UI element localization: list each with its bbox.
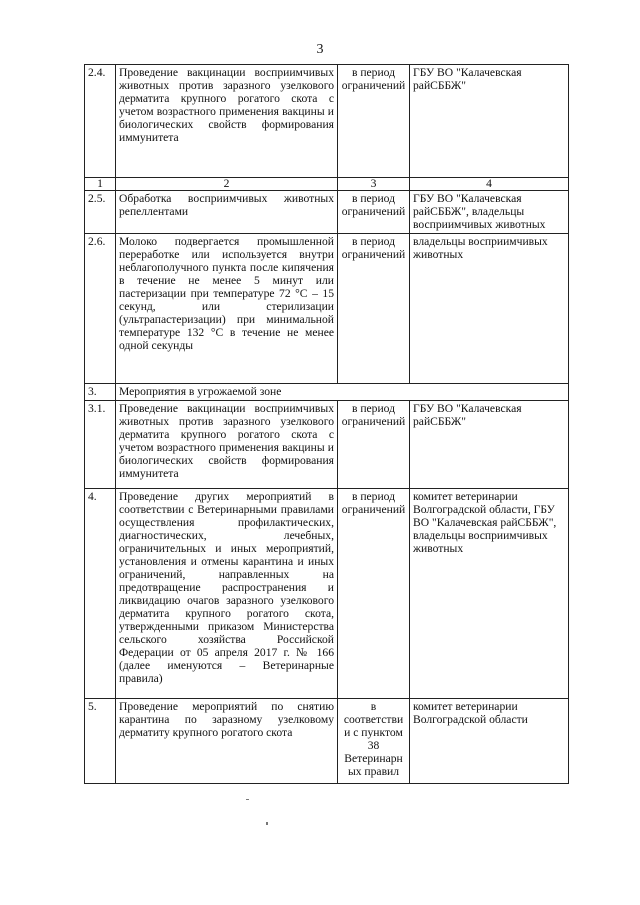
measure-text: Молоко подвергается промышленной переработке или используется внутри неблагополучного пункта после кипячения в течение не менее 5 минут или пастеризации при температуре 72 °C – 15 секунд, или стерилизации (ультрапастеризации) при минимальной температуре 132 °C в течение не менее одной секунды — [116, 234, 338, 384]
scan-speck — [246, 799, 249, 800]
section-number: 3. — [85, 384, 116, 401]
table-row — [85, 191, 569, 234]
measure-period: в период ограничений — [338, 191, 410, 234]
measure-executor: ГБУ ВО "Калачевская райСББЖ" — [410, 401, 569, 489]
row-number: 2.6. — [85, 234, 116, 384]
section-title: Мероприятия в угрожаемой зоне — [116, 384, 569, 401]
table-row — [85, 401, 569, 489]
measure-executor: ГБУ ВО "Калачевская райСББЖ" — [410, 65, 569, 178]
measure-text: Проведение вакцинации восприимчивых животных против заразного узелкового дерматита крупного рогатого скота с учетом возрастного применения вакцины и биологических свойств формирования иммунитета — [116, 401, 338, 489]
row-number: 2.5. — [85, 191, 116, 234]
measure-period: в соответствии с пунктом 38 Ветеринарных правил — [338, 699, 410, 784]
measure-period: в период ограничений — [338, 65, 410, 178]
measure-text: Обработка восприимчивых животных репеллентами — [116, 191, 338, 234]
measure-executor: владельцы восприимчивых животных — [410, 234, 569, 384]
measure-executor: ГБУ ВО "Калачевская райСББЖ", владельцы восприимчивых животных — [410, 191, 569, 234]
table-row — [85, 489, 569, 699]
measure-period: в период ограничений — [338, 489, 410, 699]
section-row — [85, 384, 569, 401]
row-number: 3.1. — [85, 401, 116, 489]
measures-table — [84, 64, 569, 784]
measure-text: Проведение мероприятий по снятию карантина по заразному узелковому дерматиту крупного рогатого скота — [116, 699, 338, 784]
measure-text: Проведение других мероприятий в соответствии с Ветеринарными правилами осуществления профилактических, диагностических, лечебных, ограничительных и иных мероприятий, установления и отмены карантина и иных ограничений, направленных на предотвращение распространения и ликвидацию очагов заразного узелкового дерматита крупного рогатого скота, утвержденными приказом Министерства сельского хозяйства Российской Федерации от 05 апреля 2017 г. № 166 (далее именуются – Ветеринарные правила) — [116, 489, 338, 699]
row-number: 5. — [85, 699, 116, 784]
measure-text: Проведение вакцинации восприимчивых животных против заразного узелкового дерматита крупного рогатого скота с учетом возрастного применения вакцины и биологических свойств формирования иммунитета — [116, 65, 338, 178]
measure-executor: комитет ветеринарии Волгоградской области, ГБУ ВО "Калачевская райСББЖ", владельцы восприимчивых животных — [410, 489, 569, 699]
column-number-1: 1 — [85, 178, 116, 191]
column-number-4: 4 — [410, 178, 569, 191]
table-row — [85, 234, 569, 384]
row-number: 2.4. — [85, 65, 116, 178]
column-number-2: 2 — [116, 178, 338, 191]
measure-executor: комитет ветеринарии Волгоградской области — [410, 699, 569, 784]
table-row — [85, 699, 569, 784]
table-row — [85, 65, 569, 178]
measure-period: в период ограничений — [338, 234, 410, 384]
scan-speck — [266, 822, 268, 825]
row-number: 4. — [85, 489, 116, 699]
measure-period: в период ограничений — [338, 401, 410, 489]
page-number: 3 — [316, 42, 324, 57]
column-numbers-row — [85, 178, 569, 191]
column-number-3: 3 — [338, 178, 410, 191]
